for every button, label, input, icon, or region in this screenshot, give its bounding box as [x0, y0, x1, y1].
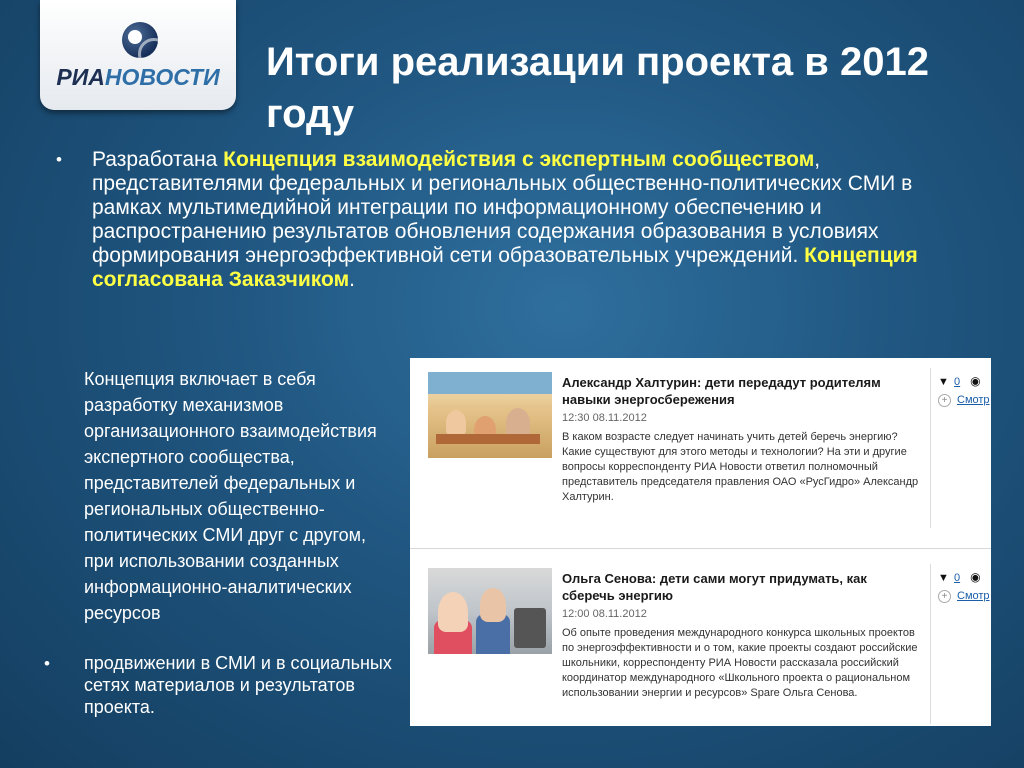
news-thumbnail-kids-classroom[interactable] [428, 372, 552, 458]
news-headline-link[interactable]: Александр Халтурин: дети передадут родителям навыки энергосбережения [562, 375, 881, 407]
ria-novosti-logo [40, 0, 236, 110]
paragraph-concept: Разработана Концепция взаимодействия с экспертным сообществом, представителями федеральных и региональных общественно-политических СМИ в рамках мультимедийной интеграции по информационному обеспечению и распространению результатов обновления содержания образования в условиях формирования энергоэффективной сети образовательных учреждений. Концепция согласована Заказчиком. [92, 148, 918, 291]
news-item [410, 358, 991, 548]
news-thumbnail-kids-computer[interactable] [428, 568, 552, 654]
news-divider [410, 548, 991, 549]
comment-icon: ▼ [938, 376, 949, 388]
eye-icon: ◉ [970, 570, 981, 584]
news-summary: Об опыте проведения международного конкурса школьных проектов по энергоэффективности и о том, какие проекты создают российские школьники, корреспонденту РИА Новости рассказала российский координатор международного «Школьного проекта о рациональном использовании энергии и ресурсов» Spare Ольга Сенова. [562, 627, 918, 699]
news-timestamp: 12:00 08.11.2012 [562, 608, 647, 620]
add-icon[interactable]: + [938, 394, 951, 407]
comment-count-link[interactable]: 0 [954, 376, 961, 388]
column-divider [930, 564, 931, 724]
paragraph-concept-includes: Концепция включает в себя разработку механизмов организационного взаимодействия экспертного сообщества, представителей федеральных и региональных общественно-политических СМИ друг с другом, при использовании созданных информационно-аналитических ресурсов [84, 369, 377, 623]
news-summary: В каком возрасте следует начинать учить детей беречь энергию? Какие существуют для этого методы и технологии? На эти и другие вопросы корреспонденту РИА Новости ответил полномочный представитель председателя правления ОАО «РусГидро» Александр Халтурин. [562, 431, 919, 503]
news-headline-link[interactable]: Ольга Сенова: дети сами могут придумать, как сберечь энергию [562, 571, 867, 603]
comment-icon: ▼ [938, 572, 949, 584]
column-divider [930, 368, 931, 528]
eye-icon: ◉ [970, 374, 981, 388]
comment-count-link[interactable]: 0 [954, 572, 961, 584]
slide-title: Итоги реализации проекта в 2012 году [266, 40, 929, 136]
globe-icon [122, 22, 158, 58]
view-link[interactable]: Смотр [957, 394, 990, 406]
bullet-marker: • [56, 150, 62, 169]
logo-wordmark: РИАНОВОСТИ [56, 64, 220, 90]
news-timestamp: 12:30 08.11.2012 [562, 412, 647, 424]
view-link[interactable]: Смотр [957, 590, 990, 602]
paragraph-promotion: продвижении в СМИ и в социальных сетях материалов и результатов проекта. [84, 653, 392, 717]
add-icon[interactable]: + [938, 590, 951, 603]
news-item [410, 554, 991, 726]
news-meta [938, 374, 991, 407]
news-screenshot-panel [410, 358, 991, 726]
news-meta [938, 570, 991, 603]
bullet-marker: • [44, 654, 50, 673]
